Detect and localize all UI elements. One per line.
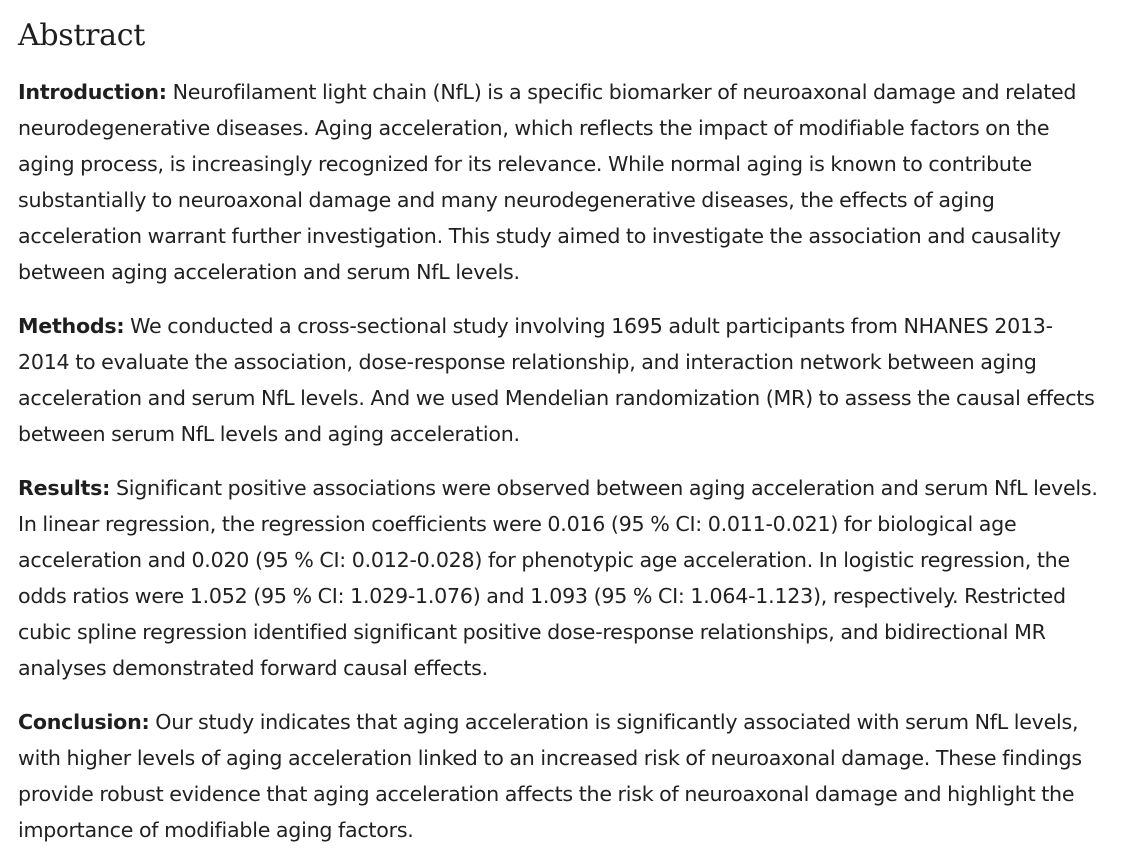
section-introduction <box>18 74 1100 290</box>
section-label-results: Results: <box>18 476 111 500</box>
abstract-heading: Abstract <box>18 18 146 53</box>
section-label-methods: Methods: <box>18 314 125 338</box>
section-conclusion <box>18 704 1100 848</box>
section-label-conclusion: Conclusion: <box>18 710 150 734</box>
section-text-conclusion: Our study indicates that aging acceleration is significantly associated with serum NfL levels, with higher levels of aging acceleration linked to an increased risk of neuroaxonal damage. These findings provide robust evidence that aging acceleration affects the risk of neuroaxonal damage and highlight the importance of modifiable aging factors. <box>18 710 1082 842</box>
section-methods <box>18 308 1100 452</box>
section-label-introduction: Introduction: <box>18 80 167 104</box>
section-text-results: Significant positive associations were observed between aging acceleration and serum NfL levels. In linear regression, the regression coefficients were 0.016 (95 % CI: 0.011-0.021) for biological age acceleration and 0.020 (95 % CI: 0.012-0.028) for phenotypic age acceleration. In logistic regression, the odds ratios were 1.052 (95 % CI: 1.029-1.076) and 1.093 (95 % CI: 1.064-1.123), respectively. Restricted cubic spline regression identified significant positive dose-response relationships, and bidirectional MR analyses demonstrated forward causal effects. <box>18 476 1098 680</box>
section-text-introduction: Neurofilament light chain (NfL) is a specific biomarker of neuroaxonal damage and related neurodegenerative diseases. Aging acceleration, which reflects the impact of modifiable factors on the aging process, is increasingly recognized for its relevance. While normal aging is known to contribute substantially to neuroaxonal damage and many neurodegenerative diseases, the effects of aging acceleration warrant further investigation. This study aimed to investigate the association and causality between aging acceleration and serum NfL levels. <box>18 80 1077 284</box>
section-text-methods: We conducted a cross-sectional study involving 1695 adult participants from NHANES 2013-2014 to evaluate the association, dose-response relationship, and interaction network between aging acceleration and serum NfL levels. And we used Mendelian randomization (MR) to assess the causal effects between serum NfL levels and aging acceleration. <box>18 314 1095 446</box>
section-results <box>18 470 1100 686</box>
